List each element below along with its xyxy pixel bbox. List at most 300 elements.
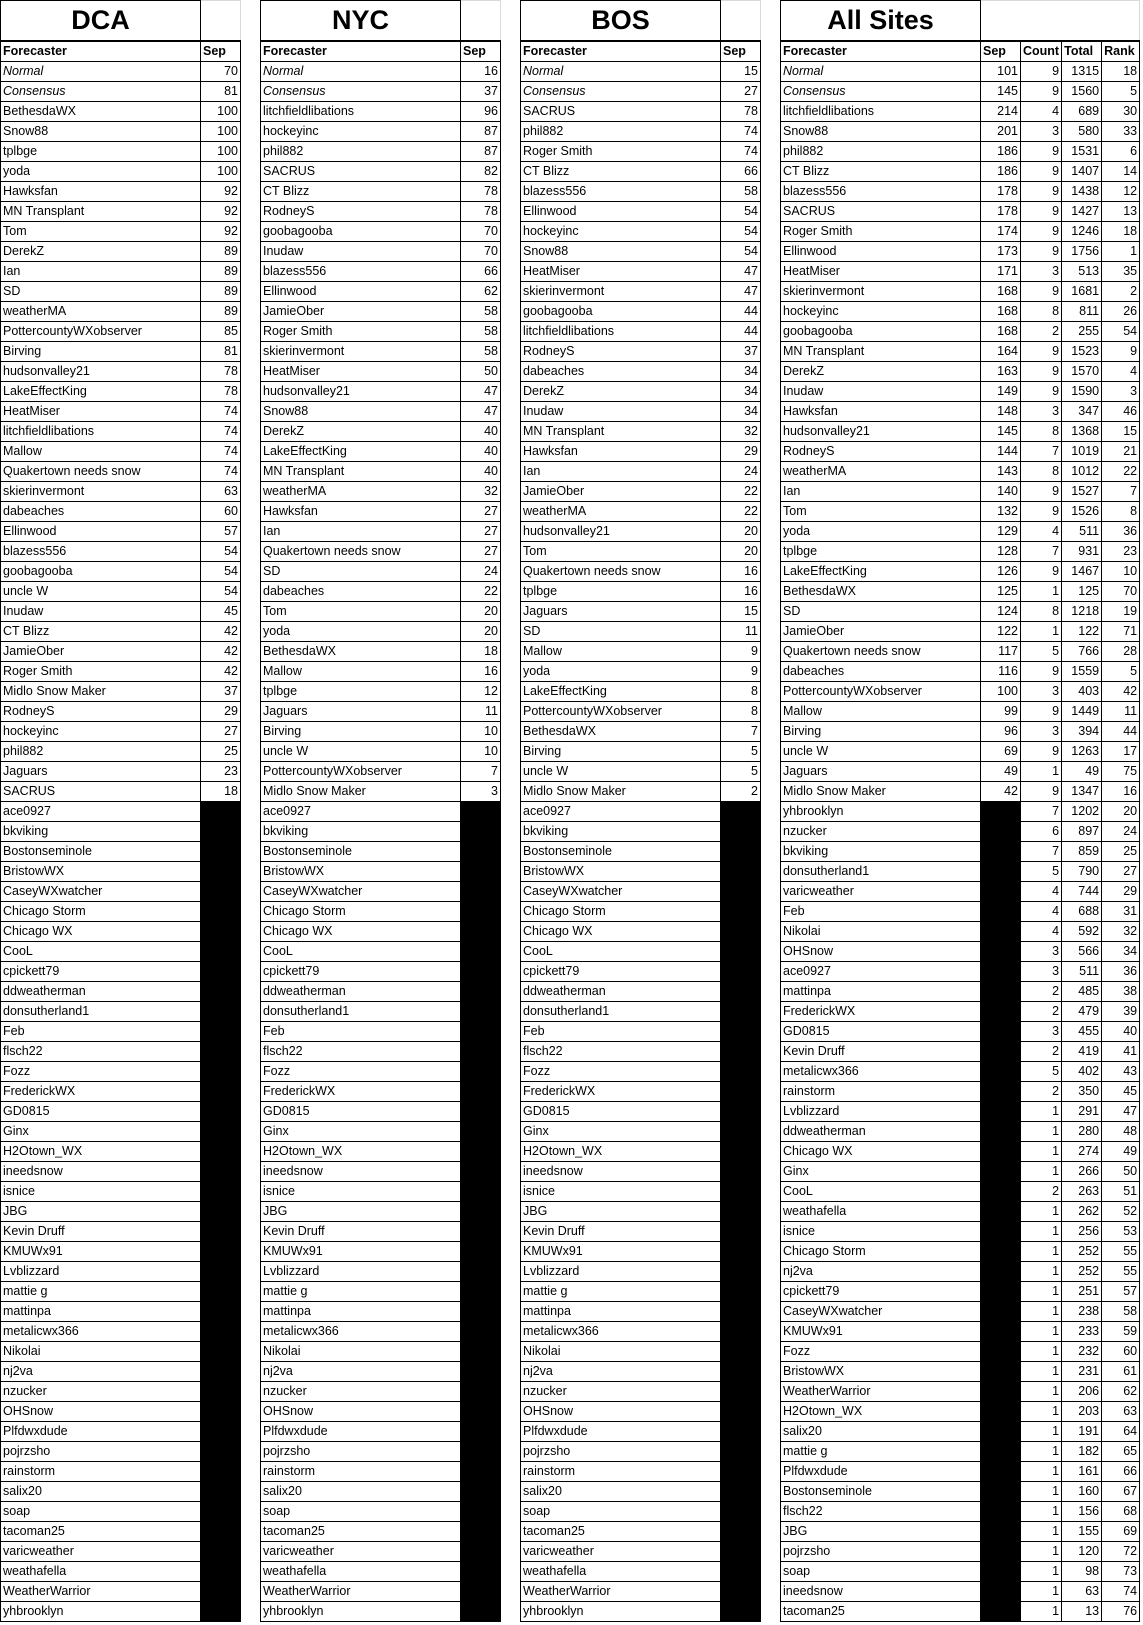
forecaster-name: blazess556	[1, 542, 201, 562]
count-cell: 3	[1021, 1022, 1062, 1042]
blacked-cell	[201, 1602, 241, 1622]
table-row	[261, 1422, 501, 1442]
table-row	[261, 262, 501, 282]
forecaster-name: Ginx	[1, 1122, 201, 1142]
total-cell: 580	[1062, 122, 1102, 142]
forecaster-name: KMUWx91	[781, 1322, 981, 1342]
count-cell: 1	[1021, 1242, 1062, 1262]
table-row	[521, 642, 761, 662]
blacked-cell	[721, 922, 761, 942]
forecaster-name: isnice	[781, 1222, 981, 1242]
forecaster-name: H2Otown_WX	[1, 1142, 201, 1162]
rank-cell: 13	[1102, 202, 1140, 222]
forecaster-name: goobagooba	[261, 222, 461, 242]
total-cell: 419	[1062, 1042, 1102, 1062]
score-cell: 78	[201, 362, 241, 382]
rank-cell: 1	[1102, 242, 1140, 262]
table-row	[521, 1002, 761, 1022]
table-row	[521, 1542, 761, 1562]
forecaster-name: weatherMA	[781, 462, 981, 482]
forecaster-name: HeatMiser	[1, 402, 201, 422]
table-row	[781, 662, 1140, 682]
blacked-cell	[721, 1162, 761, 1182]
score-cell: 40	[461, 442, 501, 462]
table-row	[781, 922, 1140, 942]
table-row	[1, 782, 241, 802]
blacked-cell	[461, 1202, 501, 1222]
forecaster-name: BristowWX	[521, 862, 721, 882]
table-row	[781, 1522, 1140, 1542]
count-cell: 9	[1021, 502, 1062, 522]
table-row	[261, 1362, 501, 1382]
forecaster-name: Hawksfan	[781, 402, 981, 422]
table-row	[261, 1562, 501, 1582]
blacked-cell	[721, 1342, 761, 1362]
count-cell: 2	[1021, 1042, 1062, 1062]
score-cell: 78	[721, 102, 761, 122]
sep-cell: 149	[981, 382, 1021, 402]
rank-cell: 68	[1102, 1502, 1140, 1522]
table-row	[1, 1142, 241, 1162]
blacked-cell	[721, 1542, 761, 1562]
table-row	[261, 442, 501, 462]
blacked-cell	[721, 882, 761, 902]
blacked-cell	[201, 1262, 241, 1282]
forecaster-name: flsch22	[261, 1042, 461, 1062]
table-row	[521, 1602, 761, 1622]
forecaster-name: Snow88	[261, 402, 461, 422]
total-cell: 766	[1062, 642, 1102, 662]
blacked-cell	[461, 1562, 501, 1582]
count-cell: 9	[1021, 82, 1062, 102]
table-row	[261, 1262, 501, 1282]
rank-cell: 4	[1102, 362, 1140, 382]
count-cell: 3	[1021, 262, 1062, 282]
rank-cell: 12	[1102, 182, 1140, 202]
forecaster-name: Chicago Storm	[521, 902, 721, 922]
blacked-cell	[201, 1162, 241, 1182]
blacked-cell	[981, 1382, 1021, 1402]
forecaster-name: CooL	[1, 942, 201, 962]
forecaster-name: JamieOber	[261, 302, 461, 322]
score-cell: 18	[201, 782, 241, 802]
table-row	[1, 1022, 241, 1042]
forecaster-name: Fozz	[261, 1062, 461, 1082]
table-row	[1, 82, 241, 102]
blacked-cell	[461, 1342, 501, 1362]
count-cell: 1	[1021, 622, 1062, 642]
score-cell: 50	[461, 362, 501, 382]
blacked-cell	[721, 1262, 761, 1282]
table-row	[261, 462, 501, 482]
rank-cell: 69	[1102, 1522, 1140, 1542]
table-row	[1, 342, 241, 362]
rank-cell: 72	[1102, 1542, 1140, 1562]
blacked-cell	[201, 1322, 241, 1342]
blacked-cell	[721, 1382, 761, 1402]
table-row	[781, 442, 1140, 462]
forecaster-name: LakeEffectKing	[781, 562, 981, 582]
rank-cell: 71	[1102, 622, 1140, 642]
table-row	[521, 162, 761, 182]
forecaster-name: JBG	[781, 1522, 981, 1542]
site-title: BOS	[521, 1, 721, 42]
count-cell: 9	[1021, 222, 1062, 242]
count-cell: 1	[1021, 1502, 1062, 1522]
column-header-forecaster: Forecaster	[781, 41, 981, 62]
blacked-cell	[201, 1582, 241, 1602]
total-cell: 1438	[1062, 182, 1102, 202]
table-row	[261, 642, 501, 662]
rank-cell: 28	[1102, 642, 1140, 662]
total-cell: 252	[1062, 1242, 1102, 1262]
total-cell: 206	[1062, 1382, 1102, 1402]
table-row	[521, 62, 761, 82]
forecaster-name: metalicwx366	[781, 1062, 981, 1082]
blacked-cell	[981, 1262, 1021, 1282]
score-cell: 70	[461, 222, 501, 242]
forecaster-name: Fozz	[1, 1062, 201, 1082]
blacked-cell	[201, 1062, 241, 1082]
forecaster-name: SACRUS	[261, 162, 461, 182]
table-row	[521, 782, 761, 802]
score-cell: 89	[201, 282, 241, 302]
table-row	[261, 1002, 501, 1022]
score-cell: 10	[461, 742, 501, 762]
score-cell: 54	[201, 582, 241, 602]
blacked-cell	[721, 942, 761, 962]
count-cell: 9	[1021, 162, 1062, 182]
forecaster-name: dabeaches	[781, 662, 981, 682]
forecaster-name: salix20	[781, 1422, 981, 1442]
forecaster-name: Nikolai	[261, 1342, 461, 1362]
blacked-cell	[461, 1382, 501, 1402]
forecaster-name: CT Blizz	[521, 162, 721, 182]
table-row	[521, 602, 761, 622]
score-cell: 62	[461, 282, 501, 302]
table-row	[521, 1562, 761, 1582]
table-row	[1, 1122, 241, 1142]
blacked-cell	[461, 962, 501, 982]
table-row	[781, 1582, 1140, 1602]
forecaster-name: tplbge	[261, 682, 461, 702]
blacked-cell	[981, 1502, 1021, 1522]
table-row	[1, 802, 241, 822]
total-cell: 1523	[1062, 342, 1102, 362]
count-cell: 1	[1021, 1422, 1062, 1442]
forecaster-name: LakeEffectKing	[261, 442, 461, 462]
blacked-cell	[201, 1222, 241, 1242]
count-cell: 2	[1021, 1082, 1062, 1102]
forecaster-name: CaseyWXwatcher	[521, 882, 721, 902]
table-row	[261, 362, 501, 382]
blacked-cell	[461, 1402, 501, 1422]
table-row	[261, 842, 501, 862]
forecaster-name: BristowWX	[781, 1362, 981, 1382]
table-row	[781, 702, 1140, 722]
table-row	[781, 1102, 1140, 1122]
forecaster-name: PottercountyWXobserver	[1, 322, 201, 342]
rank-cell: 75	[1102, 762, 1140, 782]
count-cell: 1	[1021, 1102, 1062, 1122]
table-row	[781, 302, 1140, 322]
score-cell: 82	[461, 162, 501, 182]
table-row	[261, 82, 501, 102]
table-row	[261, 522, 501, 542]
table-row	[521, 1182, 761, 1202]
table-row	[1, 1082, 241, 1102]
forecaster-name: hudsonvalley21	[261, 382, 461, 402]
count-cell: 9	[1021, 142, 1062, 162]
rank-cell: 47	[1102, 1102, 1140, 1122]
forecaster-name: MN Transplant	[781, 342, 981, 362]
forecaster-name: Nikolai	[521, 1342, 721, 1362]
blacked-cell	[981, 1222, 1021, 1242]
table-row	[261, 1062, 501, 1082]
forecaster-name: JBG	[1, 1202, 201, 1222]
rank-cell: 70	[1102, 582, 1140, 602]
sep-cell: 178	[981, 182, 1021, 202]
forecaster-name: flsch22	[521, 1042, 721, 1062]
forecaster-name: Tom	[781, 502, 981, 522]
score-cell: 29	[721, 442, 761, 462]
score-cell: 25	[201, 742, 241, 762]
count-cell: 1	[1021, 1462, 1062, 1482]
forecaster-name: ace0927	[781, 962, 981, 982]
forecaster-name: uncle W	[521, 762, 721, 782]
score-cell: 3	[461, 782, 501, 802]
forecaster-name: varicweather	[521, 1542, 721, 1562]
score-cell: 34	[721, 362, 761, 382]
score-cell: 54	[721, 222, 761, 242]
table-row	[781, 1142, 1140, 1162]
table-row	[261, 1502, 501, 1522]
table-row	[261, 902, 501, 922]
count-cell: 1	[1021, 1602, 1062, 1622]
score-cell: 54	[201, 562, 241, 582]
rank-cell: 67	[1102, 1482, 1140, 1502]
table-row	[781, 602, 1140, 622]
table-row	[521, 1142, 761, 1162]
count-cell: 7	[1021, 842, 1062, 862]
count-cell: 9	[1021, 562, 1062, 582]
table-row	[1, 1222, 241, 1242]
forecaster-name: ineedsnow	[521, 1162, 721, 1182]
table-row	[521, 762, 761, 782]
blacked-cell	[461, 1142, 501, 1162]
nyc-panel	[260, 0, 501, 1622]
forecaster-name: GD0815	[521, 1102, 721, 1122]
rank-cell: 11	[1102, 702, 1140, 722]
forecaster-name: Consensus	[261, 82, 461, 102]
score-cell: 27	[461, 522, 501, 542]
forecaster-name: MN Transplant	[521, 422, 721, 442]
forecaster-name: pojrzsho	[261, 1442, 461, 1462]
blacked-cell	[461, 1322, 501, 1342]
forecaster-name: Mallow	[1, 442, 201, 462]
table-row	[781, 142, 1140, 162]
forecaster-name: Inudaw	[781, 382, 981, 402]
table-row	[521, 222, 761, 242]
count-cell: 4	[1021, 522, 1062, 542]
blacked-cell	[981, 862, 1021, 882]
title-row	[261, 1, 501, 42]
table-row	[521, 1302, 761, 1322]
rank-cell: 50	[1102, 1162, 1140, 1182]
count-cell: 3	[1021, 122, 1062, 142]
table-row	[261, 802, 501, 822]
score-cell: 37	[461, 82, 501, 102]
table-row	[781, 942, 1140, 962]
sep-cell: 145	[981, 422, 1021, 442]
sep-cell: 42	[981, 782, 1021, 802]
sep-cell: 186	[981, 162, 1021, 182]
rank-cell: 2	[1102, 282, 1140, 302]
forecaster-name: salix20	[261, 1482, 461, 1502]
blacked-cell	[721, 1022, 761, 1042]
table-row	[261, 982, 501, 1002]
rank-cell: 64	[1102, 1422, 1140, 1442]
table-row	[521, 1162, 761, 1182]
score-cell: 81	[201, 82, 241, 102]
total-cell: 182	[1062, 1442, 1102, 1462]
blacked-cell	[981, 1602, 1021, 1622]
table-row	[781, 1002, 1140, 1022]
rank-cell: 63	[1102, 1402, 1140, 1422]
forecaster-name: KMUWx91	[261, 1242, 461, 1262]
total-cell: 790	[1062, 862, 1102, 882]
forecaster-name: Roger Smith	[521, 142, 721, 162]
forecaster-name: Quakertown needs snow	[1, 462, 201, 482]
forecaster-name: Feb	[781, 902, 981, 922]
forecaster-name: Chicago WX	[521, 922, 721, 942]
table-row	[1, 142, 241, 162]
table-row	[1, 442, 241, 462]
blacked-cell	[721, 1362, 761, 1382]
total-cell: 1681	[1062, 282, 1102, 302]
table-row	[521, 1102, 761, 1122]
forecaster-name: yhbrooklyn	[1, 1602, 201, 1622]
table-row	[521, 1522, 761, 1542]
score-cell: 37	[721, 342, 761, 362]
table-row	[261, 1442, 501, 1462]
forecaster-name: skierinvermont	[521, 282, 721, 302]
score-cell: 92	[201, 202, 241, 222]
table-row	[781, 1122, 1140, 1142]
count-cell: 3	[1021, 402, 1062, 422]
forecaster-name: Lvblizzard	[261, 1262, 461, 1282]
table-row	[521, 622, 761, 642]
blacked-cell	[201, 822, 241, 842]
blacked-cell	[721, 842, 761, 862]
table-row	[261, 1282, 501, 1302]
count-cell: 9	[1021, 202, 1062, 222]
site-table	[260, 0, 501, 1622]
rank-cell: 14	[1102, 162, 1140, 182]
blacked-cell	[981, 802, 1021, 822]
forecaster-name: Kevin Druff	[1, 1222, 201, 1242]
column-header-count: Count	[1021, 41, 1062, 62]
rank-cell: 29	[1102, 882, 1140, 902]
score-cell: 58	[461, 342, 501, 362]
forecaster-name: KMUWx91	[1, 1242, 201, 1262]
blacked-cell	[461, 1082, 501, 1102]
table-row	[261, 62, 501, 82]
table-row	[261, 1082, 501, 1102]
score-cell: 78	[461, 202, 501, 222]
table-row	[1, 362, 241, 382]
total-cell: 49	[1062, 762, 1102, 782]
forecaster-name: FrederickWX	[781, 1002, 981, 1022]
forecaster-name: nzucker	[781, 822, 981, 842]
table-row	[261, 682, 501, 702]
count-cell: 1	[1021, 1202, 1062, 1222]
blacked-cell	[721, 982, 761, 1002]
blacked-cell	[721, 1302, 761, 1322]
table-row	[261, 602, 501, 622]
table-row	[521, 802, 761, 822]
table-row	[261, 782, 501, 802]
blank-cell	[461, 1, 501, 42]
blacked-cell	[201, 1362, 241, 1382]
score-cell: 11	[461, 702, 501, 722]
table-row	[521, 1502, 761, 1522]
sep-cell: 143	[981, 462, 1021, 482]
blacked-cell	[721, 1202, 761, 1222]
forecaster-name: Ellinwood	[521, 202, 721, 222]
score-cell: 8	[721, 702, 761, 722]
forecaster-name: Tom	[521, 542, 721, 562]
table-row	[1, 282, 241, 302]
blacked-cell	[721, 1422, 761, 1442]
table-row	[521, 82, 761, 102]
table-row	[521, 742, 761, 762]
blacked-cell	[461, 1102, 501, 1122]
table-row	[1, 242, 241, 262]
table-row	[781, 1342, 1140, 1362]
forecaster-name: Snow88	[1, 122, 201, 142]
table-row	[1, 1162, 241, 1182]
blacked-cell	[201, 1082, 241, 1102]
total-cell: 1570	[1062, 362, 1102, 382]
forecaster-name: uncle W	[261, 742, 461, 762]
score-cell: 27	[201, 722, 241, 742]
forecaster-name: HeatMiser	[261, 362, 461, 382]
total-cell: 1527	[1062, 482, 1102, 502]
table-row	[781, 1282, 1140, 1302]
table-row	[521, 862, 761, 882]
score-cell: 100	[201, 122, 241, 142]
table-row	[1, 542, 241, 562]
rank-cell: 18	[1102, 62, 1140, 82]
forecaster-name: nzucker	[1, 1382, 201, 1402]
forecaster-name: BristowWX	[1, 862, 201, 882]
table-row	[261, 182, 501, 202]
table-row	[1, 1462, 241, 1482]
score-cell: 16	[461, 62, 501, 82]
score-cell: 87	[461, 142, 501, 162]
table-row	[1, 1042, 241, 1062]
forecaster-name: Kevin Druff	[521, 1222, 721, 1242]
total-cell: 859	[1062, 842, 1102, 862]
forecaster-name: Birving	[1, 342, 201, 362]
table-row	[521, 822, 761, 842]
table-row	[521, 1022, 761, 1042]
score-cell: 66	[461, 262, 501, 282]
table-row	[1, 302, 241, 322]
score-cell: 24	[461, 562, 501, 582]
forecaster-name: Ginx	[781, 1162, 981, 1182]
